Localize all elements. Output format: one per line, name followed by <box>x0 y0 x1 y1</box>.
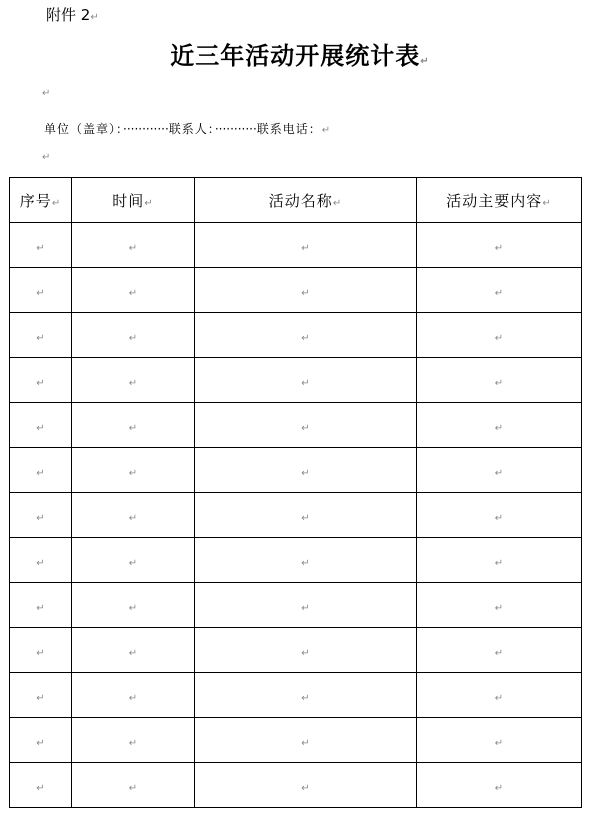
cell-time[interactable] <box>72 358 195 403</box>
cell-activity-content[interactable] <box>417 358 582 403</box>
cell-activity-content[interactable] <box>417 538 582 583</box>
paragraph-mark: ↵ <box>494 422 504 434</box>
paragraph-mark: ↵ <box>301 647 310 659</box>
cell-activity-name[interactable] <box>195 583 417 628</box>
paragraph-mark: ↵ <box>494 782 504 794</box>
table-row <box>10 313 582 358</box>
cell-activity-name[interactable] <box>195 673 417 718</box>
cell-activity-name[interactable] <box>195 538 417 583</box>
cell-index[interactable] <box>10 583 72 628</box>
paragraph-mark: ↵ <box>494 332 504 344</box>
paragraph-mark: ↵ <box>301 242 310 254</box>
paragraph-mark: ↵ <box>494 557 504 569</box>
cell-index[interactable] <box>10 763 72 808</box>
cell-index[interactable] <box>10 448 72 493</box>
unit-fill-dots: ············ <box>123 122 169 136</box>
paragraph-mark: ↵ <box>494 602 504 614</box>
contact-info-line <box>44 120 331 137</box>
paragraph-mark: ↵ <box>128 737 138 749</box>
paragraph-mark: ↵ <box>420 56 430 67</box>
cell-index[interactable] <box>10 493 72 538</box>
table-row <box>10 673 582 718</box>
paragraph-mark: ↵ <box>128 242 138 254</box>
paragraph-mark: ↵ <box>128 647 138 659</box>
paragraph-mark: ↵ <box>494 512 504 524</box>
cell-time[interactable] <box>72 628 195 673</box>
paragraph-mark: ↵ <box>90 12 99 23</box>
paragraph-mark: ↵ <box>36 557 45 569</box>
header-time: 时间↵ <box>72 178 195 223</box>
paragraph-mark: ↵ <box>301 782 310 794</box>
cell-time[interactable] <box>72 763 195 808</box>
paragraph-mark: ↵ <box>36 467 45 479</box>
paragraph-mark: ↵ <box>128 377 138 389</box>
cell-index[interactable] <box>10 718 72 763</box>
paragraph-mark: ↵ <box>128 692 138 704</box>
paragraph-mark: ↵ <box>494 692 504 704</box>
table-row <box>10 628 582 673</box>
paragraph-mark: ↵ <box>36 287 45 299</box>
cell-activity-name[interactable] <box>195 403 417 448</box>
paragraph-mark: ↵ <box>36 242 45 254</box>
paragraph-mark: ↵ <box>301 377 310 389</box>
paragraph-mark: ↵ <box>301 422 310 434</box>
cell-activity-content[interactable] <box>417 763 582 808</box>
paragraph-mark: ↵ <box>494 647 504 659</box>
cell-activity-name[interactable] <box>195 493 417 538</box>
cell-time[interactable] <box>72 403 195 448</box>
cell-activity-content[interactable] <box>417 313 582 358</box>
cell-activity-content[interactable] <box>417 673 582 718</box>
cell-index[interactable] <box>10 268 72 313</box>
cell-activity-content[interactable] <box>417 718 582 763</box>
cell-time[interactable] <box>72 718 195 763</box>
cell-time[interactable] <box>72 493 195 538</box>
paragraph-mark: ↵ <box>301 692 310 704</box>
paragraph-mark: ↵ <box>301 602 310 614</box>
empty-paragraph-mark: ↵ <box>42 88 51 99</box>
paragraph-mark: ↵ <box>36 422 45 434</box>
paragraph-mark: ↵ <box>36 782 45 794</box>
paragraph-mark: ↵ <box>36 602 45 614</box>
cell-index[interactable] <box>10 223 72 268</box>
paragraph-mark: ↵ <box>301 467 310 479</box>
paragraph-mark: ↵ <box>301 332 310 344</box>
cell-index[interactable] <box>10 403 72 448</box>
paragraph-mark: ↵ <box>128 287 138 299</box>
document-title: 近三年活动开展统计表↵ <box>170 41 430 70</box>
table-row <box>10 763 582 808</box>
paragraph-mark: ↵ <box>36 332 45 344</box>
table-body <box>10 223 582 808</box>
paragraph-mark: ↵ <box>36 737 45 749</box>
paragraph-mark: ↵ <box>494 242 504 254</box>
cell-index[interactable] <box>10 313 72 358</box>
cell-activity-content[interactable] <box>417 403 582 448</box>
paragraph-mark: ↵ <box>494 737 504 749</box>
cell-activity-content[interactable] <box>417 628 582 673</box>
paragraph-mark: ↵ <box>494 287 504 299</box>
cell-time[interactable] <box>72 673 195 718</box>
table-row <box>10 538 582 583</box>
cell-activity-name[interactable] <box>195 763 417 808</box>
header-activity-content: 活动主要内容↵ <box>417 178 582 223</box>
paragraph-mark: ↵ <box>494 377 504 389</box>
cell-activity-content[interactable] <box>417 493 582 538</box>
cell-time[interactable] <box>72 538 195 583</box>
table-row <box>10 403 582 448</box>
cell-activity-name[interactable] <box>195 268 417 313</box>
cell-activity-name[interactable] <box>195 223 417 268</box>
paragraph-mark: ↵ <box>36 512 45 524</box>
paragraph-mark: ↵ <box>494 467 504 479</box>
attachment-label: 附件 2↵ <box>46 6 99 24</box>
table-row <box>10 493 582 538</box>
empty-paragraph-mark: ↵ <box>42 152 51 163</box>
paragraph-mark: ↵ <box>36 647 45 659</box>
paragraph-mark: ↵ <box>301 737 310 749</box>
cell-activity-name[interactable] <box>195 448 417 493</box>
cell-activity-name[interactable] <box>195 313 417 358</box>
paragraph-mark: ↵ <box>128 422 138 434</box>
cell-index[interactable] <box>10 673 72 718</box>
table-row <box>10 583 582 628</box>
cell-activity-content[interactable] <box>417 583 582 628</box>
table-row <box>10 223 582 268</box>
paragraph-mark: ↵ <box>128 557 138 569</box>
cell-activity-name[interactable] <box>195 718 417 763</box>
table-row <box>10 448 582 493</box>
table-row <box>10 268 582 313</box>
table-header-row <box>10 178 582 223</box>
cell-time[interactable] <box>72 448 195 493</box>
cell-time[interactable] <box>72 313 195 358</box>
cell-activity-content[interactable] <box>417 268 582 313</box>
paragraph-mark: ↵ <box>301 512 310 524</box>
paragraph-mark: ↵ <box>128 332 138 344</box>
activity-stats-table <box>9 177 582 808</box>
cell-index[interactable] <box>10 358 72 403</box>
table-row <box>10 718 582 763</box>
contact-fill-dots: ··········· <box>214 122 257 136</box>
paragraph-mark: ↵ <box>321 125 332 136</box>
cell-time[interactable] <box>72 583 195 628</box>
table-row <box>10 358 582 403</box>
header-index: 序号↵ <box>10 178 72 223</box>
cell-time[interactable] <box>72 223 195 268</box>
paragraph-mark: ↵ <box>36 377 45 389</box>
phone-label: 联系电话： <box>256 122 322 136</box>
paragraph-mark: ↵ <box>301 557 310 569</box>
paragraph-mark: ↵ <box>128 467 138 479</box>
cell-activity-name[interactable] <box>195 358 417 403</box>
paragraph-mark: ↵ <box>128 602 138 614</box>
cell-index[interactable] <box>10 628 72 673</box>
cell-time[interactable] <box>72 268 195 313</box>
paragraph-mark: ↵ <box>301 287 310 299</box>
cell-activity-content[interactable] <box>417 448 582 493</box>
cell-index[interactable] <box>10 538 72 583</box>
paragraph-mark: ↵ <box>128 512 138 524</box>
cell-activity-content[interactable] <box>417 223 582 268</box>
paragraph-mark: ↵ <box>128 782 138 794</box>
cell-activity-name[interactable] <box>195 628 417 673</box>
paragraph-mark: ↵ <box>36 692 45 704</box>
contact-label: 联系人： <box>168 122 215 136</box>
unit-label: 单位（盖章）： <box>44 122 124 136</box>
header-activity-name: 活动名称↵ <box>195 178 417 223</box>
